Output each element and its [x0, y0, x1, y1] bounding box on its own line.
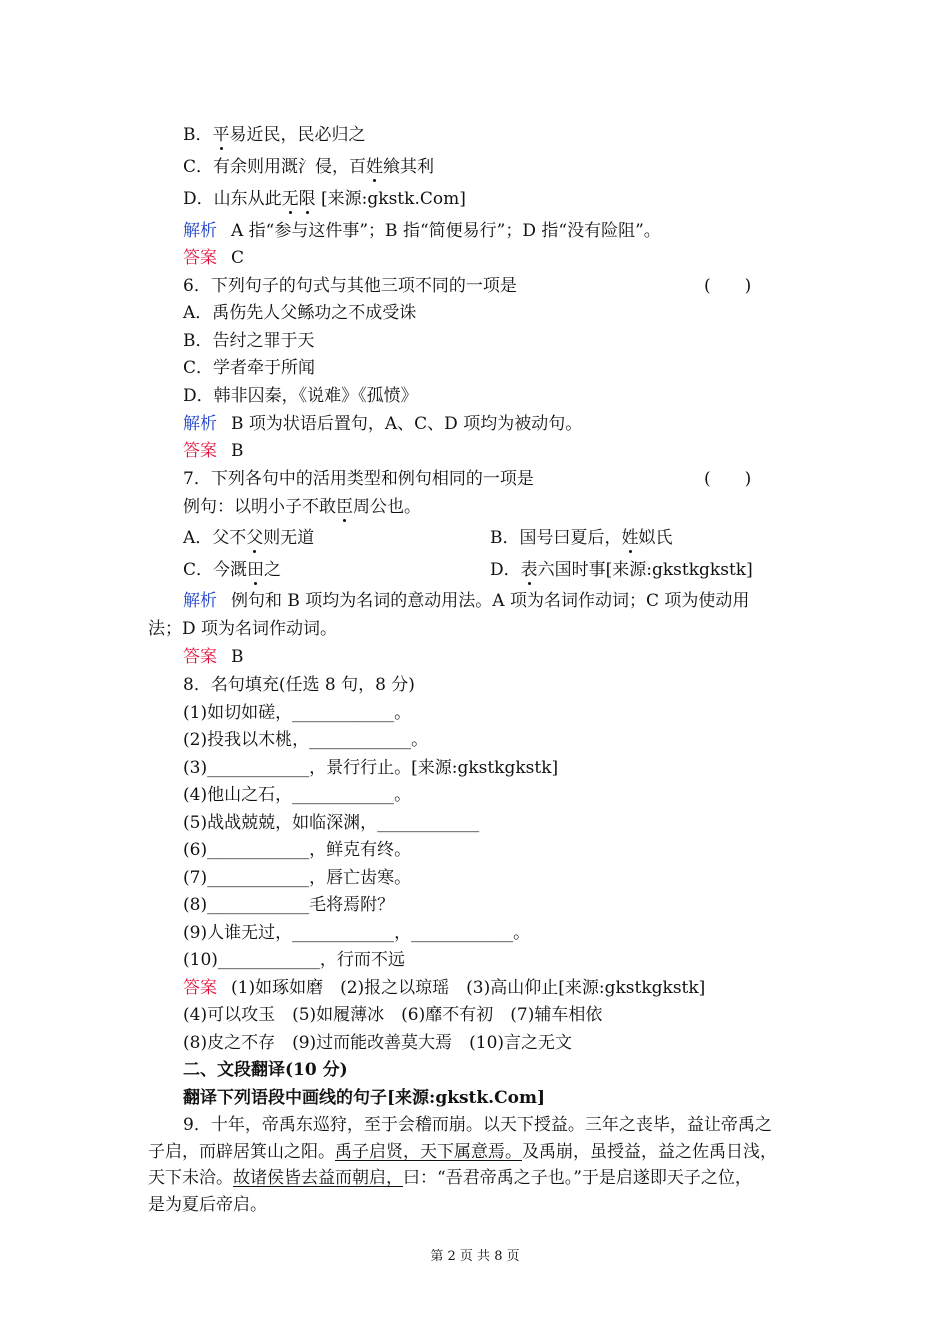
q8-answer: 答案 (1)如琢如磨 (2)报之以琼瑶 (3)高山仰止[来源:gkstkgkstk] — [183, 978, 706, 998]
q6-option-b: B．告纣之罪于天 — [183, 331, 315, 351]
q5-answer: 答案 C — [183, 248, 245, 268]
q8-answer-cont: (8)皮之不存 (9)过而能改善莫大焉 (10)言之无文 — [183, 1033, 573, 1053]
emphasis-dot-char: 表 — [520, 560, 538, 580]
q5-option-c: C．有余则用溉氵侵，百姓飨其利 — [183, 157, 435, 177]
q7-example: 例句：以明小子不敢臣周公也。 — [183, 497, 421, 517]
section-title: 二、文段翻译(10 分) — [183, 1060, 348, 1080]
q7-analysis-cont: 法；D 项为名词作动词。 — [148, 619, 338, 639]
q7-answer: 答案 B — [183, 647, 244, 667]
q6-analysis: 解析 B 项为状语后置句，A、C、D 项均为被动句。 — [183, 414, 583, 434]
q7-option-c: C．今溉田之 — [183, 560, 282, 580]
q8-item: (4)他山之石，____________。 — [183, 785, 412, 805]
answer-label: 答案 — [183, 978, 217, 998]
emphasis-dot-char: 平 — [212, 125, 230, 145]
analysis-label: 解析 — [183, 591, 217, 611]
emphasis-dot-char: 限 — [298, 189, 316, 209]
q8-item: (8)____________毛将焉附？ — [183, 895, 395, 915]
q9-passage-line: 子启，而辟居箕山之阳。禹子启贤，天下属意焉。及禹崩，虽授益，益之佐禹日浅， — [148, 1142, 777, 1162]
analysis-label: 解析 — [183, 221, 217, 241]
q7-analysis: 解析 例句和 B 项均为名词的意动用法。A 项为名词作动词；C 项为使动用 — [183, 591, 750, 611]
q9-passage-line: 是为夏后帝启。 — [148, 1195, 267, 1215]
q7-option-a: A．父不父则无道 — [183, 528, 315, 548]
emphasis-dot-char: 姓 — [621, 528, 639, 548]
emphasis-dot-char: 臣 — [336, 497, 353, 517]
q8-item: (1)如切如磋，____________。 — [183, 703, 412, 723]
emphasis-dot-char: 无 — [281, 189, 299, 209]
page-footer: 第 2 页 共 8 页 — [430, 1249, 520, 1264]
answer-label: 答案 — [183, 647, 217, 667]
underlined-sentence: 禹子启贤，天下属意焉。 — [335, 1142, 522, 1162]
q8-item: (3)____________，景行行止。[来源:gkstkgkstk] — [183, 758, 559, 778]
answer-label: 答案 — [183, 248, 217, 268]
q5-analysis: 解析 A 指“参与这件事”；B 指“简便易行”；D 指“没有险阻”。 — [183, 221, 661, 241]
q6-answer-paren: ( ) — [704, 276, 752, 296]
q6-option-a: A．禹伤先人父鲧功之不成受诛 — [183, 303, 417, 323]
emphasis-dot-char: 姓 — [366, 157, 384, 177]
q5-option-d: D．山东从此无限 [来源:gkstk.Com] — [183, 189, 466, 209]
q7-answer-paren: ( ) — [704, 469, 752, 489]
q8-item: (6)____________，鲜克有终。 — [183, 840, 412, 860]
q7-stem: 7．下列各句中的活用类型和例句相同的一项是 — [183, 469, 534, 489]
q8-item: (5)战战兢兢，如临深渊，____________ — [183, 813, 480, 833]
q8-item: (2)投我以木桃，____________。 — [183, 730, 429, 750]
q7-option-d: D．表六国时事[来源:gkstkgkstk] — [490, 560, 753, 580]
q9-passage-line: 天下未洽。故诸侯皆去益而朝启，曰：“吾君帝禹之子也。”于是启遂即天子之位， — [148, 1168, 752, 1188]
q8-item: (9)人谁无过，____________，____________。 — [183, 923, 531, 943]
section-instruction: 翻译下列语段中画线的句子[来源:gkstk.Com] — [183, 1088, 546, 1108]
emphasis-dot-char: 田 — [247, 560, 265, 580]
emphasis-dot-char: 父 — [246, 528, 264, 548]
q8-answer-cont: (4)可以攻玉 (5)如履薄冰 (6)靡不有初 (7)辅车相依 — [183, 1005, 603, 1025]
analysis-label: 解析 — [183, 414, 217, 434]
q7-option-b: B．国号曰夏后，姓姒氏 — [490, 528, 673, 548]
q5-option-b: B．平易近民，民必归之 — [183, 125, 366, 145]
q8-stem: 8．名句填充(任选 8 句，8 分) — [183, 675, 415, 695]
answer-label: 答案 — [183, 441, 217, 461]
underlined-sentence: 故诸侯皆去益而朝启， — [233, 1168, 403, 1188]
q8-item: (10)____________，行而不远 — [183, 950, 405, 970]
q6-option-d: D．韩非囚秦，《说难》《孤愤》 — [183, 386, 418, 406]
q6-stem: 6．下列句子的句式与其他三项不同的一项是 — [183, 276, 517, 296]
q6-answer: 答案 B — [183, 441, 244, 461]
q6-option-c: C．学者牵于所闻 — [183, 358, 316, 378]
q9-passage-line: 9．十年，帝禹东巡狩，至于会稽而崩。以天下授益。三年之丧毕，益让帝禹之 — [183, 1115, 772, 1135]
q8-item: (7)____________，唇亡齿寒。 — [183, 868, 412, 888]
